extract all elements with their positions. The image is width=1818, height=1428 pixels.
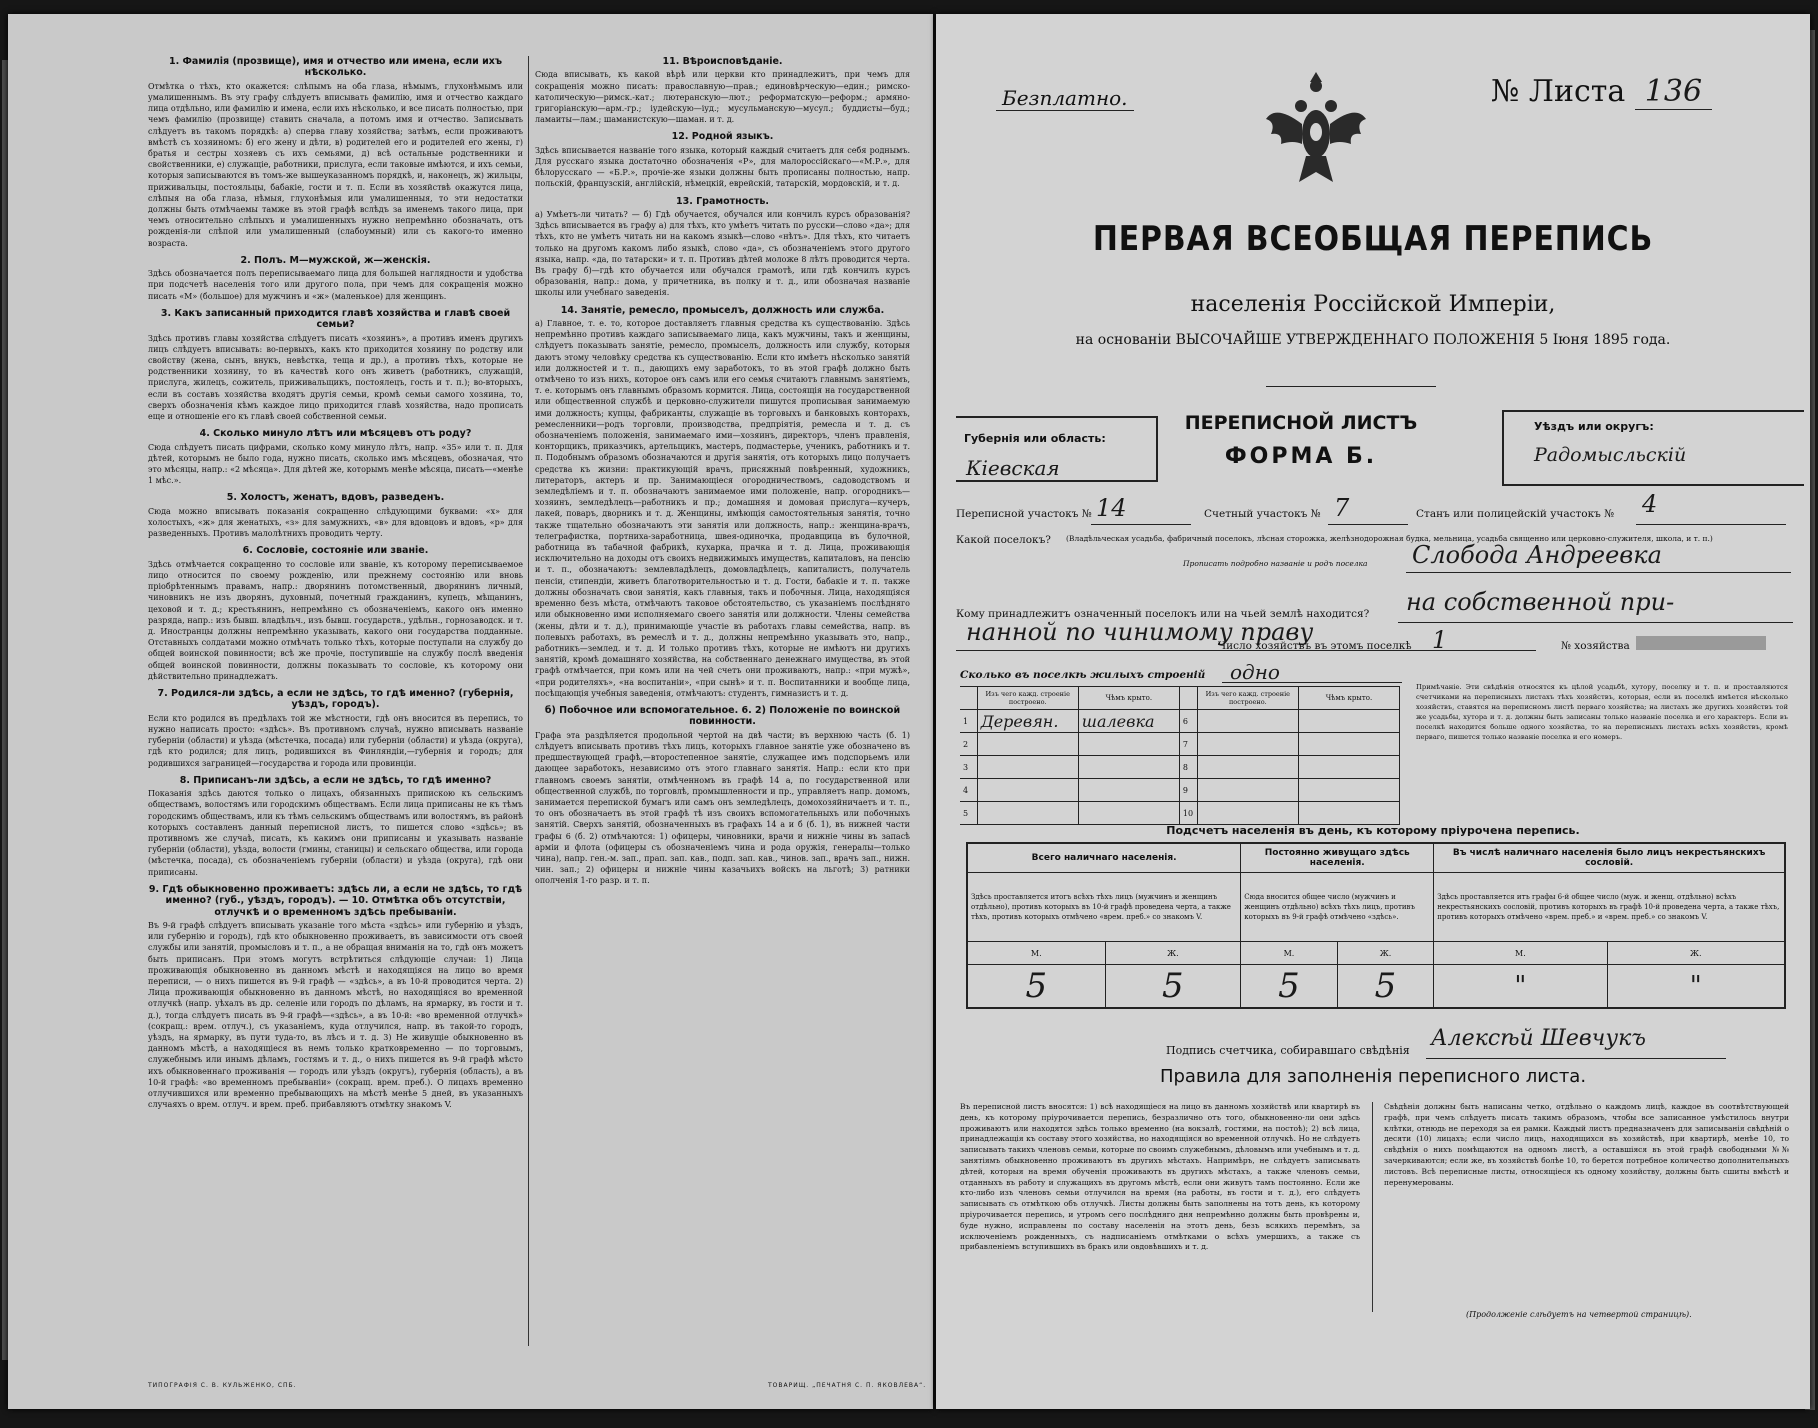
counter-underline xyxy=(1328,524,1408,525)
printer-imprint-left: ТИПОГРАФІЯ С. В. КУЛЬЖЕНКО, СПБ. xyxy=(148,1382,297,1389)
count-desc-total: Здѣсь проставляется итогъ всѣхъ тѣхъ лицъ (мужчинъ и женщинъ отдѣльно), противъ которыхъ въ 10-й графѣ проведена черта, а также тѣхъ, противъ которыхъ отмѣчено «врем. преб.» со знакомъ V. xyxy=(967,873,1241,942)
buildings-value: одно xyxy=(1230,660,1280,684)
instruction-text: Показанія здѣсь даются только о лицахъ, обязанныхъ припискою къ сельскимъ обществамъ, волостямъ или городскимъ обществамъ. Если лица приписаны не къ тѣмъ городскимъ обществамъ, или къ тѣмъ сельскимъ обществамъ или волостямъ, въ районѣ которыхъ составленъ данный переписной листъ, то пишется слово «здѣсь»; въ противномъ же случаѣ, писать, къ какимъ они приписаны и указывать названіе губерніи (области), уѣзда, волости (гмины, станицы) и сельскаго общества, или города (мѣстечка, посада), съ обозначеніемъ губерніи (области) и уѣзда (округа), гдѣ они приписаны. xyxy=(148,789,523,877)
instruction-section xyxy=(148,492,523,539)
stan-value: 4 xyxy=(1642,490,1658,518)
tbl1-cell xyxy=(1078,756,1179,779)
tbl1-cell xyxy=(1197,779,1298,802)
tbl1-cell xyxy=(1298,779,1399,802)
tbl1-num-head xyxy=(960,687,977,710)
tbl1-material: Деревян. xyxy=(977,710,1078,733)
census-subtitle: населенія Россійской Имперіи, xyxy=(1190,292,1556,317)
instruction-text: Отмѣтка о тѣхъ, кто окажется: слѣпымъ на оба глаза, нѣмымъ, глухонѣмымъ или умалишеннымъ. Въ эту графу слѣдуетъ вписывать фамилію, имя и отчество каждаго лица отдѣльно, или фамилію и имена, если ихъ нѣсколько, и все писать полностью, при чемъ фамилію (прозвище) ставить сначала, а потомъ имя и отчество. Записывать слѣдуетъ въ такомъ порядкѣ: а) сперва главу хозяйства; затѣмъ, если проживаютъ вмѣстѣ съ хозяиномъ: б) его жену и дѣти, в) родителей его и родителей его жены, г) братья и сестры хозяевъ съ ихъ семьями, д) всѣ остальные родственники и свойственники, е) служащіе, работники, прислуга, если таковые имѣются, и ихъ семьи, которыя записываются въ томъ-же вышеуказанномъ порядкѣ, и, наконецъ, ж) жильцы, приживальцы, постояльцы, бабакіе, гости и т. п. Если въ хозяйствѣ окажутся лица, слѣпыя на оба глаза, нѣмыя, глухонѣмыя или умалишенныя, то эти недостатки должны быть отмѣчаемы тамже въ этой графѣ вслѣдъ за именемъ такого лица, при чемъ относительно слѣпыхъ и умалишенныхъ нужно непремѣнно обозначать, отъ рожденія-ли слѣпой или умалишенный (слабоумный) или съ какого-то именно возраста. xyxy=(148,81,523,248)
instruction-text: Сюда можно вписывать показанія сокращенно слѣдующими буквами: «х» для холостыхъ, «ж» для женатыхъ, «з» для замужнихъ, «в» для вдовцовъ и вдовъ, «р» для разведенныхъ. Противъ малолѣтнихъ проводить черту. xyxy=(148,506,523,539)
tbl1-roof: шалевка xyxy=(1078,710,1179,733)
count-m-head: М. xyxy=(1434,942,1607,965)
census-form-page xyxy=(936,14,1810,1409)
households-label: Число хозяйствъ въ этомъ поселкѣ xyxy=(1218,640,1412,652)
count-zh-head: Ж. xyxy=(1607,942,1785,965)
count-m-head: М. xyxy=(967,942,1105,965)
tbl1-cell xyxy=(1078,733,1179,756)
instruction-text: Сюда вписывать, къ какой вѣрѣ или церкви кто принадлежитъ, при чемъ для сокращенія можно писать: православную—прав.; единовѣрческую—един.; римско-католическую—римск.-кат.; лютеранскую—лют.; реформатскую—реформ.; армяно-григоріанскую—арм.-гр.; іудейскую—іуд.; мусульманскую—мусул.; буддисты—буд.; ламаиты—лам.; шаманистскую—шаман. и т. д. xyxy=(535,70,910,125)
tbl1-cell xyxy=(977,802,1078,825)
counter-value: 7 xyxy=(1334,494,1350,522)
precinct-value: 14 xyxy=(1096,494,1127,522)
count-nonpeasant-zh: " xyxy=(1607,965,1785,1009)
rules-column-2: Свѣдѣнія должны быть написаны четко, отдѣльно о каждомъ лицѣ, каждое въ соотвѣтствующей графѣ, при чемъ слѣдуетъ писать такимъ образомъ, чтобы все записанное умѣстилось внутри клѣтки, отнюдь не переходя за ея рамки. Каждый листъ предназначенъ для записыванія свѣдѣній о десяти (10) лицахъ; если число лицъ, находящихся въ хозяйствѣ, при квартирѣ, менѣе 10, то свѣдѣнія о нихъ помѣщаются на одномъ листѣ, а оставшіяся въ этой графѣ свободными №№ зачеркиваются; если же, въ хозяйствѣ болѣе 10, то берется потребное количество дополнительныхъ листовъ. Всѣ переписные листы, относящіеся къ одному хозяйству, должны быть сшиты вмѣстѣ и перенумерованы. xyxy=(1384,1102,1789,1187)
census-title: ПЕРВАЯ ВСЕОБЩАЯ ПЕРЕПИСЬ xyxy=(1092,219,1654,259)
sheet-number-label-text: № Листа xyxy=(1491,74,1626,109)
settlement-value: Слобода Андреевка xyxy=(1412,541,1662,569)
count-nonpeasant-m: " xyxy=(1434,965,1607,1009)
settlement-hint2: Прописать подробно названіе и родъ поселка xyxy=(1183,559,1368,568)
instruction-text: Здѣсь вписывается названіе того языка, который каждый считаетъ для себя роднымъ. Для русскаго языка достаточно обозначенія «Р», для малороссійскаго—«М.Р.», для бѣлорусскаго — «Б.Р.», прочіе-же языки должны быть прописаны полностью, напр. польскій, французскій, англійскій, нѣмецкій, еврейскій, татарскій, мордовскій, и т. д. xyxy=(535,145,910,189)
sheet-number-label xyxy=(1491,74,1712,109)
buildings-label: Сколько въ поселкѣ жилыхъ строеній xyxy=(960,669,1206,681)
instruction-section xyxy=(148,255,523,302)
count-zh-head: Ж. xyxy=(1105,942,1241,965)
instruction-section xyxy=(148,775,523,878)
instruction-text: Здѣсь обозначается полъ переписываемаго лица для большей наглядности и удобства при подсчетѣ населенія того или другого пола, при чемъ для сокращенія можно писать «М» (большое) для мужчинъ и «ж» (маленькое) для женщинъ. xyxy=(148,269,523,301)
tbl1-num-head-right xyxy=(1179,687,1197,710)
tbl1-cell xyxy=(977,733,1078,756)
instruction-heading: б) Побочное или вспомогательное. 6. 2) Положеніе по воинской повинности. xyxy=(544,704,901,728)
census-basis: на основаніи ВЫСОЧАЙШЕ УТВЕРЖДЕННАГО ПОЛОЖЕНІЯ 5 Іюня 1895 года. xyxy=(1075,332,1671,348)
instruction-section xyxy=(148,884,523,1111)
tbl1-row-num: 5 xyxy=(960,802,977,825)
rules-title: Правила для заполненія переписного листа. xyxy=(1159,1066,1587,1087)
count-total-zh: 5 xyxy=(1105,965,1241,1009)
tbl1-cell xyxy=(1078,802,1179,825)
sheet-number-value: 136 xyxy=(1635,74,1712,110)
count-m-head: М. xyxy=(1241,942,1338,965)
stan-label: Станъ или полицейскій участокъ № xyxy=(1416,508,1615,520)
tbl1-cell xyxy=(1197,710,1298,733)
tbl1-cell xyxy=(1298,710,1399,733)
tbl1-row-num: 9 xyxy=(1179,779,1197,802)
signature-label: Подпись счетчика, собиравшаго свѣдѣнія xyxy=(1166,1044,1410,1057)
tbl1-cell xyxy=(977,756,1078,779)
count-total-m: 5 xyxy=(967,965,1105,1009)
form-title-2: ФОРМА Б. xyxy=(1224,444,1378,469)
instruction-heading: 6. Сословіе, состояніе или званіе. xyxy=(242,545,429,557)
instruction-section xyxy=(148,56,523,249)
tbl1-cell xyxy=(977,779,1078,802)
instruction-heading: 8. Приписанъ-ли здѣсь, а если не здѣсь, то гдѣ именно? xyxy=(179,774,492,786)
instructions-column-a xyxy=(148,54,523,1117)
instruction-section xyxy=(535,705,910,887)
signature-value: Алексѣй Шевчукъ xyxy=(1431,1026,1646,1051)
province-value: Кіевская xyxy=(966,456,1060,480)
instruction-text: Здѣсь отмѣчается сокращенно то сословіе или званіе, къ которому переписываемое лицо относится по своему рожденію, или прежнему состоянію или вновь пріобрѣтеннымъ правамъ, напр.: дворянинъ потомственный, дворянинъ личный, чиновникъ не изъ дворянъ, духовный, почетный гражданинъ, купецъ, мѣщанинъ, цеховой и т. д.; крестьянинъ, непремѣнно съ обозначеніемъ, какого онъ именно разряда, напр.: изъ бывш. владѣльч., изъ бывш. государств., удѣльн., горнозаводск. и т. д. Иностранцы должны непремѣнно указывать, какого они государства подданные. Отставныхъ солдатами можно отмѣчать только тѣхъ, которые поступали на службу до общей воинской повинности; всѣ же прочіе, поступившіе на службу послѣ введенія общей воинской повинности, должны показывать то сословіе, къ которому они дѣйствительно принадлежатъ. xyxy=(148,559,523,681)
tbl1-row-num: 1 xyxy=(960,710,977,733)
instruction-section xyxy=(535,305,910,699)
instruction-heading: 3. Какъ записанный приходится главѣ хозяйства и главѣ своей семьи? xyxy=(160,307,511,331)
count-permanent-zh: 5 xyxy=(1337,965,1434,1009)
tbl1-row-num: 2 xyxy=(960,733,977,756)
instruction-section xyxy=(148,688,523,769)
settlement-hint: (Владѣльческая усадьба, фабричный поселокъ, лѣсная сторожка, желѣзнодорожная будка, мельница, усадьба священно или церковно-служителя, школа, и т. п.) xyxy=(1066,534,1713,543)
rules-column-1: Въ переписной листъ вносятся: 1) всѣ находящіеся на лицо въ данномъ хозяйствѣ или квартирѣ въ день, къ которому пріурочивается перепись, безразлично отъ того, обыкновенно-ли они здѣсь проживаютъ или находятся здѣсь только временно (на вокзалѣ, гостями, на постоѣ); 2) всѣ лица, принадлежащія къ составу этого хозяйства, но находящіяся во временной отлучкѣ. Но не слѣдуетъ записывать такихъ членовъ семьи, которые по своимъ служебнымъ, дѣловымъ или учебнымъ и т. д. занятіямъ обыкновенно проживаютъ въ другихъ мѣстахъ. Напримѣръ, не слѣдуетъ записывать дѣтей, которыя на время обученія проживаютъ въ другихъ мѣстахъ, а также членовъ семьи, отданныхъ въ работу и служащихъ въ другомъ мѣстѣ, если они живутъ тамъ постоянно. Если же кто-либо изъ членовъ семьи отлучился на время (на работы, въ гости и т. д.), его слѣдуетъ записывать съ отмѣткою объ отлучкѣ. Листы должны быть заполнены на тотъ день, къ которому пріурочивается перепись, и утромъ сего послѣдняго дня непремѣнно должны быть провѣрены и, буде нужно, исправлены по составу населенія на этотъ день, безъ всякихъ перемѣнъ, за исключеніемъ рожденныхъ, съ надписаніемъ отмѣтками о всѣхъ умершихъ, а также съ прибавленіемъ вступившихъ въ бракъ или овдовѣвшихъ и т. д. xyxy=(960,1102,1360,1252)
tbl1-row-num: 10 xyxy=(1179,802,1197,825)
tbl1-cell xyxy=(1298,756,1399,779)
instruction-text: Графа эта раздѣляется продольной чертой на двѣ части; въ верхнюю часть (б. 1) слѣдуетъ вписывать противъ тѣхъ лицъ, которыхъ главное занятіе уже обозначено въ предшествующей графѣ,—второстепенное занятіе, служащее имъ подспорьемъ или дающее заработокъ, независимо отъ этого главнаго занятія. Напр.: если кто при главномъ своемъ занятіи, отмѣченномъ въ графѣ 14 а, по государственной или общественной службѣ, по торговлѣ, промышленности и пр., управляетъ напр. домомъ, занимается перепиской бумагъ или самъ онъ земледѣлецъ, домохозяйничаетъ и т. п., то онъ обозначаетъ въ этой графѣ тѣ изъ своихъ вспомогательныхъ или побочныхъ занятій. Сверхъ занятій, обозначенныхъ въ графахъ 14 а и б (б. 1), въ нижней части графы 6 (б. 2) отмѣчаются: 1) офицеры, чиновники, врачи и нижніе чины въ запасѣ арміи и флота (офицеры съ обозначеніемъ чина и рода оружія, генералы—только чина), напр. ген.-м. зап., прап. зап. кав., подп. зап. кав., чинов. зап., врачъ зап., нижн. чин. зап.; 2) офицеры и нижніе чины казачьихъ войскъ на льготѣ; 3) ратники ополченія 1-го разр. и т. п. xyxy=(535,730,910,886)
printer-imprint-right: ТОВАРИЩ. „ПЕЧАТНЯ С. П. ЯКОВЛЕВА“. xyxy=(768,1382,927,1389)
household-number-value xyxy=(1636,636,1766,650)
tbl1-head-material-right: Изъ чего кажд. строеніе построено. xyxy=(1197,687,1298,710)
instruction-text: Сюда слѣдуетъ писать цифрами, сколько кому минуло лѣтъ, напр. «35» или т. п. Для дѣтей, которымъ не было года, нужно писать, сколько имъ мѣсяцевъ, обозначая, что это мѣсяцы, напр.: «2 мѣсяца». Для дѣтей же, которымъ менѣе мѣсяца, писать—«менѣе 1 мѣс.». xyxy=(148,442,523,486)
tbl1-head-roof-left: Чѣмъ крыто. xyxy=(1078,687,1179,710)
count-desc-permanent: Сюда вносится общее число (мужчинъ и женщинъ отдѣльно) всѣхъ тѣхъ лицъ, противъ которыхъ въ 9-й графѣ отмѣчено «здѣсь». xyxy=(1241,873,1434,942)
tbl1-row-num: 3 xyxy=(960,756,977,779)
instruction-heading: 5. Холостъ, женатъ, вдовъ, разведенъ. xyxy=(226,492,445,504)
tbl1-row-num: 8 xyxy=(1179,756,1197,779)
instruction-section xyxy=(148,428,523,486)
form-title-1: ПЕРЕПИСНОЙ ЛИСТЪ xyxy=(1184,412,1418,434)
tbl1-cell xyxy=(1078,779,1179,802)
households-value: 1 xyxy=(1432,626,1448,654)
tbl1-head-roof-right: Чѣмъ крыто. xyxy=(1298,687,1399,710)
count-head-permanent: Постоянно живущаго здѣсь населенія. xyxy=(1241,843,1434,873)
instruction-text: Здѣсь противъ главы хозяйства слѣдуетъ писать «хозяинъ», а противъ именъ другихъ лицъ слѣдуетъ вписывать: во-первыхъ, какъ кто приходится хозяину по родству или свойству (жена, сынъ, внукъ, невѣстка, теща и др.), а противъ тѣхъ, которые не родственники хозяину, то въ качествѣ кого онъ живетъ (работникъ, служащій, прислуга, жилецъ, сожитель, приживальщикъ, постоялецъ, гость и т. п.); во-вторыхъ, если въ составъ хозяйства входятъ другія семьи, кромѣ семьи самого хозяина, то, сверхъ обозначенія кѣмъ каждое лицо приходится главѣ хозяйства, надо прописать еще и отношеніе его къ главѣ своей собственной семьи. xyxy=(148,333,523,422)
buildings-underline xyxy=(1222,682,1402,683)
tbl1-row-num: 6 xyxy=(1179,710,1197,733)
count-permanent-m: 5 xyxy=(1241,965,1338,1009)
instruction-heading: 13. Грамотность. xyxy=(675,195,770,207)
province-label: Губернія или область: xyxy=(964,432,1106,445)
instruction-text: а) Умѣетъ-ли читать? — б) Гдѣ обучается, обучался или кончилъ курсъ образованія? Здѣсь вписывается въ графу а) для тѣхъ, кто умѣетъ читать по русски—слово «да»; для тѣхъ, кто не умѣетъ читать ни на какомъ языкѣ—слово «нѣтъ». Для тѣхъ, кто читаетъ только на другомъ какомъ либо языкѣ, слово «да», съ обозначеніемъ этого другого языка, напр. «да, по татарски» и т. п. Противъ дѣтей моложе 8 лѣтъ проводится черта. Въ графу б)—гдѣ кто обучается или обучался грамотѣ, или гдѣ кончилъ курсъ образованія, напр.: дома, у причетника, въ полку и т. д., или обозначая названіе школы или учебнаго заведенія. xyxy=(535,210,910,298)
instruction-section xyxy=(535,196,910,299)
instruction-section xyxy=(535,56,910,125)
tbl1-cell xyxy=(1197,802,1298,825)
owner-value-2: нанной по чинимому праву xyxy=(966,618,1314,646)
instruction-text: а) Главное, т. е. то, которое доставляетъ главныя средства къ существованію. Здѣсь непремѣнно противъ каждаго записываемаго лица, какъ мужчины, такъ и женщины, слѣдуетъ показывать занятіе, ремесло, промыселъ, должность или службу, которыя даютъ этому человѣку средства къ существованію. Если кто имѣетъ нѣсколько занятій или должностей и т. п., дающихъ ему заработокъ, то въ этой графѣ должно быть отмѣчено то изъ нихъ, которое онъ самъ или его семья считаютъ главнымъ занятіемъ, т. е. которымъ онъ главнымъ образомъ кормится. Лица, состоящія на государственной или общественной службѣ и церковно-служители пишутся прописывая занимаемую ими должность; купцы, фабриканты, служащіе въ торговыхъ и банковыхъ конторахъ, ремесленники—родъ торговли, производства, предпріятія, ремесла и т. д. съ обозначеніемъ положенія, занимаемаго ими—хозяинъ, директоръ, членъ правленія, конторщикъ, приказчикъ, артельщикъ, мастеръ, подмастерье, ученикъ, работникъ и т. п. Подобнымъ образомъ обозначаются и другія занятія, отъ которыхъ лицо получаетъ средства къ жизни: практикующій врачъ, присяжный повѣренный, художникъ, литераторъ, актеръ и пр. Занимающіеся огородничествомъ, садоводствомъ и земледѣліемъ и т. п. обозначаютъ занимаемое ими положеніе, напр. огородникъ—хозяинъ, земледѣлецъ—работникъ и пр.; домашняя и домовая прислуга—кучеръ, лакей, поваръ, дворникъ и т. д. Женщины, имѣющія самостоятельныя занятія, точно также тщательно обозначаютъ эти занятія или должность, напр.: женщина-врачъ, телеграфистка, портниха-заработница, швея-одиночка, продавщица въ булочной, работница въ табачной фабрикѣ, кухарка, прачка и т. д. Лица, проживающія исключительно на доходы отъ своихъ недвижимыхъ имуществъ, капиталовъ, на пенсію и т. п., обозначаютъ: землевладѣлецъ, домовладѣлецъ, капиталистъ, получатель пенсіи, стипендіи, живетъ благотворительностью и т. д. Гости, бабакіе и т. п. также должны обозначать свои занятія, какъ главныя, такъ и побочныя. Лица, находящіяся временно безъ мѣста, отмѣчаютъ таковое обстоятельство, съ указаніемъ послѣдняго или обыкновенно ими исполняемаго своего занятія или должности. Члены семейства (жены, дѣти и т. д.), принимающіе участіе въ работахъ главы семейства, напр. въ полевыхъ работахъ, въ ремеслѣ и т. д., должны непремѣнно указывать это, напр., работникъ—землед. и т. д. И только противъ тѣхъ, которые не имѣютъ ни другихъ занятій, кромѣ домашняго хозяйства, на собственнаго денежнаго имущества, въ этой графѣ отмѣчается, при комъ или на чей счетъ они проживаютъ, напр.: «при мужѣ», «при родителяхъ», «на воспитаніи», «при сынѣ» и т. п. Воспитанники и вообще лица, посѣщающія учебныя заведенія, отмѣчаютъ: студентъ, гимназистъ и т. д. xyxy=(535,319,910,698)
instruction-heading: 2. Полъ. М—мужской, ж—женскія. xyxy=(240,254,431,266)
rules-continued: (Продолженіе слѣдуетъ на четвертой страницѣ). xyxy=(1466,1310,1692,1319)
signature-underline xyxy=(1426,1058,1726,1059)
tbl1-cell xyxy=(1197,733,1298,756)
rules-divider xyxy=(1372,1102,1373,1312)
instruction-text: Если кто родился въ предѣлахъ той же мѣстности, гдѣ онъ вносится въ перепись, то нужно написать просто: «здѣсь». Въ противномъ случаѣ, нужно вписывать названіе губерніи (области) и уѣзда (мѣстечка, посада) или губерніи (области) и уѣзда (округа), гдѣ кто родился; для лицъ, родившихся въ Финляндіи,—губернія и городъ; для родившихся заграницей—государства и города или провинціи. xyxy=(148,713,523,768)
left-instructions-page xyxy=(8,14,933,1409)
instruction-heading: 14. Занятіе, ремесло, промыселъ, должность или служба. xyxy=(560,304,885,316)
count-title: Подсчетъ населенія въ день, къ которому пріурочена перепись. xyxy=(1166,824,1580,837)
tbl1-head-material-left: Изъ чего кажд. строеніе построено. xyxy=(977,687,1078,710)
owner-label: Кому принадлежитъ означенный поселокъ или на чьей землѣ находится? xyxy=(956,608,1370,620)
instruction-heading: 9. Гдѣ обыкновенно проживаетъ: здѣсь ли, а если не здѣсь, то гдѣ именно? (губ., уѣздъ, городъ). — 10. Отмѣтка объ отсутствіи, отлучкѣ и о временномъ здѣсь пребываніи. xyxy=(148,883,523,918)
instruction-heading: 11. Вѣроисповѣданіе. xyxy=(662,56,783,67)
title-rule xyxy=(1266,386,1436,387)
imperial-eagle-icon xyxy=(1261,64,1371,194)
instructions-column-b xyxy=(535,54,910,893)
instruction-section xyxy=(535,131,910,189)
precinct-underline xyxy=(1091,524,1191,525)
instruction-section xyxy=(148,545,523,682)
instruction-heading: 1. Фамилія (прозвище), имя и отчество или имена, если ихъ нѣсколько. xyxy=(168,56,503,79)
tbl1-cell xyxy=(1298,802,1399,825)
buildings-note: Примѣчаніе. Эти свѣдѣнія относятся къ цѣлой усадьбѣ, хутору, поселку и т. п. и проставляются счетчиками на переписныхъ листахъ тѣхъ хозяйствъ, которыя, если въ поселкѣ имѣется нѣсколько хозяйствъ, ставятся на переписномъ листѣ перваго хозяйства; на листахъ же другихъ хозяйствъ той же усадьбы, хутора и т. д. должны быть записаны только названіе поселка и его характеръ. Если въ поселкѣ находится больше одного хозяйства, то на переписныхъ листахъ всѣхъ хозяйствъ, кромѣ перваго, пишется только названіе поселка и его номеръ. xyxy=(1416,683,1788,741)
instruction-heading: 4. Сколько минуло лѣтъ или мѣсяцевъ отъ роду? xyxy=(199,428,472,440)
district-value: Радомысльскій xyxy=(1534,444,1687,466)
free-label: Безплатно. xyxy=(996,86,1134,111)
tbl1-cell xyxy=(1197,756,1298,779)
count-head-total: Всего наличнаго населенія. xyxy=(967,843,1241,873)
count-desc-nonpeasant: Здѣсь проставляется итъ графы 6-й общее число (муж. и женщ. отдѣльно) всѣхъ некрестьянскихъ сословій, противъ которыхъ въ графѣ 10-й проведена черта, а также тѣхъ, противъ которыхъ отмѣчено «врем. преб.» и «врем. преб.» со знакомъ V. xyxy=(1434,873,1785,942)
tbl1-row-num: 7 xyxy=(1179,733,1197,756)
buildings-table xyxy=(960,686,1400,825)
count-head-nonpeasant: Въ числѣ наличнаго населенія было лицъ некрестьянскихъ сословій. xyxy=(1434,843,1785,873)
settlement-underline xyxy=(1406,572,1791,573)
instruction-heading: 7. Родился-ли здѣсь, а если не здѣсь, то гдѣ именно? (губернія, уѣздъ, городъ). xyxy=(157,688,514,711)
instruction-text: Въ 9-й графѣ слѣдуетъ вписывать указаніе того мѣста «здѣсь» или губернію и уѣздъ, или губернію и городъ), гдѣ кто обыкновенно проживаетъ, въ зависимости отъ своей службы или занятій, промысловъ и т. п., а не обращая вниманія на то, гдѣ онъ можетъ быть приписанъ. При этомъ могутъ встрѣтиться слѣдующіе случаи: 1) Лица проживающія обыкновенно въ данномъ мѣстѣ и находящіяся на лицо во время переписи, — о нихъ пишется въ 9-й графѣ — «здѣсь», а въ 10-й проводится черта. 2) Лица проживающія обыкновенно въ данномъ мѣстѣ, но находящіяся во временной отлучкѣ (напр. уѣхалъ въ др. селеніе или городъ по дѣламъ, на ярмарку, въ гости и т. д.), тогда слѣдуетъ писать въ 9-й графѣ—«здѣсь», а въ 10-й: «во временной отлучкѣ» (сокращ.: врем. отлуч.), съ указаніемъ, куда отлучился, напр. въ такой-то городъ, уѣздъ, на ярмарку, въ пути туда-то, въ лѣсъ и т. д. 3) Не живущіе обыкновенно въ данномъ мѣстѣ, а находящіеся въ немъ только кратковременно — по торговымъ, служебнымъ или инымъ дѣламъ, гостямъ и т. д., о нихъ пишется въ 9-й графѣ мѣсто ихъ обыкновеннаго проживанія — городъ или уѣздъ (округъ), губернія (область), а въ 10-й графѣ: «во временномъ пребываніи» (сокращ. врем. преб.). О лицахъ временно отлучившихся или временно пребывающихъ на мѣстѣ менѣе 5 дней, въ указанныхъ случаяхъ о врем. отлуч. и врем. преб. прибавляютъ отмѣтку знакомъ V. xyxy=(148,921,523,1110)
household-number-label: № хозяйства xyxy=(1561,640,1630,652)
tbl1-cell xyxy=(1298,733,1399,756)
instruction-section xyxy=(148,308,523,422)
settlement-label: Какой поселокъ? xyxy=(956,534,1051,546)
precinct-label: Переписной участокъ № xyxy=(956,508,1092,520)
count-zh-head: Ж. xyxy=(1337,942,1434,965)
population-count-table xyxy=(966,842,1786,1009)
district-label: Уѣздъ или округъ: xyxy=(1534,420,1654,433)
tbl1-row-num: 4 xyxy=(960,779,977,802)
column-divider xyxy=(528,56,529,1346)
stan-underline xyxy=(1636,524,1786,525)
owner-value-1: на собственной при- xyxy=(1406,588,1675,616)
owner-underline-1 xyxy=(1398,622,1793,623)
instruction-heading: 12. Родной языкъ. xyxy=(671,131,774,143)
counter-label: Счетный участокъ № xyxy=(1204,508,1321,520)
